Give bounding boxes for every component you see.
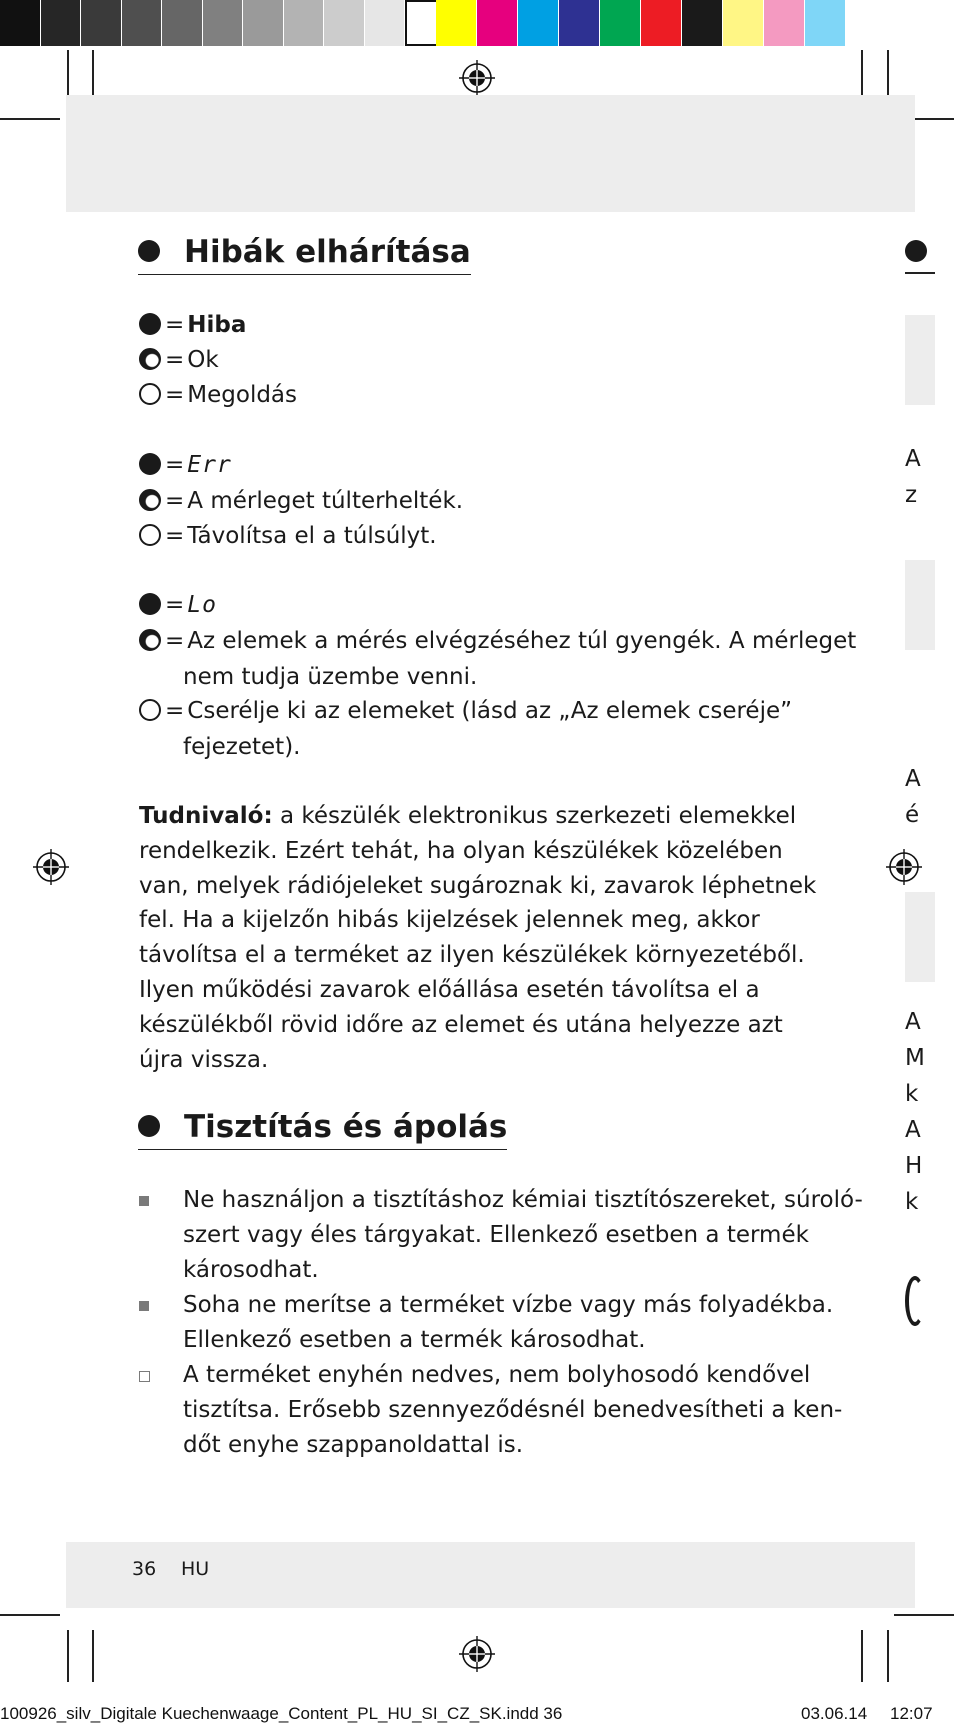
color-swatch: [600, 0, 640, 46]
color-calibration-bar: [0, 0, 954, 46]
error-remedy-row: = Cserélje ki az elemeket (lásd az „Az elemek cseréje”: [139, 696, 792, 726]
fragment-text: z: [905, 482, 918, 508]
fragment-text: M: [905, 1045, 925, 1071]
list-item: Ne használjon a tisztításhoz kémiai tisztítószereket, súroló-: [183, 1187, 863, 1213]
color-swatch: [81, 0, 121, 46]
color-swatch: [805, 0, 845, 46]
color-swatch: [477, 0, 517, 46]
crop-mark: [887, 50, 889, 100]
remedy-symbol-icon: [139, 699, 161, 721]
fault-symbol-icon: [139, 313, 161, 335]
crop-mark: [894, 1614, 954, 1616]
error-cause-row: = A mérleget túlterhelték.: [139, 486, 463, 516]
fragment-text: A: [905, 1009, 921, 1035]
legend-remedy: = Megoldás: [139, 380, 297, 410]
crop-mark: [887, 1630, 889, 1682]
crop-mark: [67, 50, 69, 100]
note-text: a készülék elektronikus szerkezeti elemekkel rendelkezik. Ezért tehát, ha olyan készülékek közelében van, melyek rádiójeleket sugároznak ki, zavarok léphetnek fel. Ha a kijelzőn hibás kijelzések jelennek meg, akkor távolítsa el a terméket az ilyen készülékek környezetéből. Ilyen működési zavarok előállása esetén távolítsa el a készülékből rövid időre az elemet és utána helyezze azt újra vissza.: [139, 803, 817, 1073]
fragment-text: A: [905, 1117, 921, 1143]
fragment-text: A: [905, 446, 921, 472]
cause-symbol-icon: [139, 489, 161, 511]
adjacent-page-edge: [905, 236, 954, 1336]
fragment-text: A: [905, 766, 921, 792]
bullet-icon: [138, 240, 160, 262]
error-cause-row: = Az elemek a mérés elvégzéséhez túl gyengék. A mérleget: [139, 626, 856, 656]
fragment-text: H: [905, 1153, 923, 1179]
color-swatch: [41, 0, 81, 46]
legend-fault: = Hiba: [139, 310, 246, 340]
list-item: tisztítsa. Erősebb szennyeződésnél benedvesítheti a ken-: [183, 1397, 843, 1423]
color-swatch: [324, 0, 364, 46]
slug-time: 12:07: [890, 1704, 933, 1723]
list-item: Ellenkező esetben a termék károsodhat.: [183, 1327, 646, 1353]
color-swatch: [764, 0, 804, 46]
remedy-symbol-icon: [139, 524, 161, 546]
list-item: A terméket enyhén nedves, nem bolyhosodó kendővel: [183, 1362, 811, 1388]
color-swatch: [162, 0, 202, 46]
color-swatch: [723, 0, 763, 46]
fragment-text: é: [905, 802, 920, 828]
section-heading-cleaning: Tisztítás és ápolás: [138, 1107, 507, 1150]
list-item: Soha ne merítse a terméket vízbe vagy más folyadékba.: [183, 1292, 834, 1318]
error-remedy-continuation: fejezetet).: [183, 734, 301, 760]
error-cause-continuation: nem tudja üzembe venni.: [183, 664, 478, 690]
note-paragraph: [139, 799, 829, 1077]
slug-filename: 100926_silv_Digitale Kuechenwaage_Content_PL_HU_SI_CZ_SK.indd 36: [0, 1704, 563, 1723]
note-label: Tudnivaló:: [139, 803, 273, 829]
crop-mark: [0, 1614, 60, 1616]
lcd-error-code: Err: [187, 452, 232, 478]
slug-date: 03.06.14: [801, 1704, 868, 1723]
color-swatch: [284, 0, 324, 46]
square-bullet-icon: [139, 1301, 149, 1311]
list-item: szert vagy éles tárgyakat. Ellenkező esetben a termék: [183, 1222, 809, 1248]
list-item: károsodhat.: [183, 1257, 319, 1283]
color-swatch: [365, 0, 405, 46]
registration-mark-icon: [33, 849, 69, 885]
section-heading-troubleshooting: Hibák elhárítása: [138, 232, 471, 275]
remedy-symbol-icon: [139, 383, 161, 405]
list-item: dőt enyhe szappanoldattal is.: [183, 1432, 524, 1458]
color-swatch: [122, 0, 162, 46]
fault-symbol-icon: [139, 593, 161, 615]
color-swatch: [243, 0, 283, 46]
registration-mark-icon: [459, 60, 495, 96]
color-swatch: [203, 0, 243, 46]
cause-symbol-icon: [139, 629, 161, 651]
crop-mark: [92, 1630, 94, 1682]
fragment-text: k: [905, 1081, 919, 1107]
color-swatch: [559, 0, 599, 46]
fragment-text: k: [905, 1189, 919, 1215]
crop-mark: [0, 118, 60, 120]
page-language: HU: [181, 1558, 210, 1580]
error-code-row: = Err: [139, 450, 232, 480]
color-swatch: [518, 0, 558, 46]
crop-mark: [92, 50, 94, 100]
color-swatch: [436, 0, 476, 46]
fault-symbol-icon: [139, 453, 161, 475]
crop-mark: [861, 1630, 863, 1682]
lcd-error-code: Lo: [187, 592, 217, 618]
square-bullet-icon: [139, 1196, 149, 1206]
registration-mark-icon: [459, 1636, 495, 1672]
header-band: [66, 95, 915, 212]
checkbox-bullet-icon: [139, 1371, 150, 1382]
error-remedy-row: = Távolítsa el a túlsúlyt.: [139, 521, 437, 551]
legend-cause: = Ok: [139, 345, 219, 375]
crop-mark: [67, 1630, 69, 1682]
page-number: 36: [132, 1558, 157, 1580]
cause-symbol-icon: [139, 348, 161, 370]
crop-mark: [861, 50, 863, 100]
color-swatch: [641, 0, 681, 46]
color-swatch: [682, 0, 722, 46]
error-code-row: = Lo: [139, 590, 217, 620]
bullet-icon: [138, 1115, 160, 1137]
color-swatch: [0, 0, 40, 46]
